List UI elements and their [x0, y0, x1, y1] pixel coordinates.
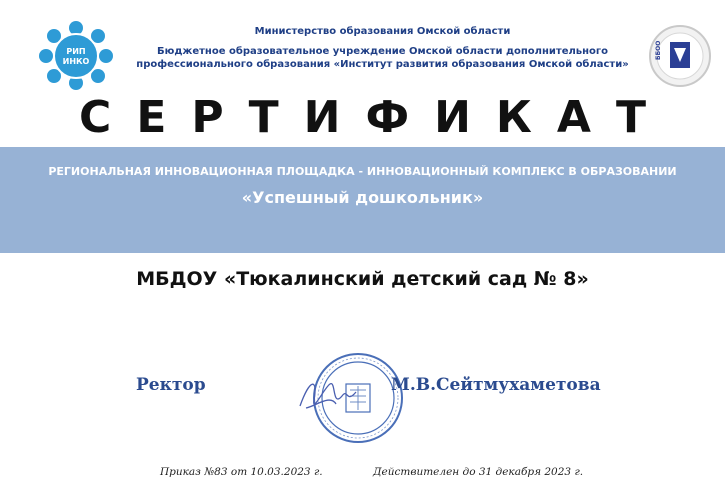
institute-emblem: [648, 24, 712, 88]
rip-inko-logo: [36, 20, 116, 90]
svg-text:ББОО: ББОО: [655, 40, 662, 60]
svg-text:ИНКО: ИНКО: [62, 57, 90, 66]
certificate-title: СЕРТИФИКАТ: [79, 92, 671, 143]
program-name: «Успешный дошкольник»: [241, 188, 484, 207]
svg-text:РИП: РИП: [66, 47, 86, 56]
official-stamp: [296, 348, 416, 448]
ministry-name: Министерство образования Омской области: [254, 26, 511, 37]
order-number: Приказ №83 от 10.03.2023 г.: [160, 466, 323, 478]
signatory-role: Ректор: [136, 375, 206, 395]
validity-date: Действителен до 31 декабря 2023 г.: [373, 466, 584, 478]
recipient-name: МБДОУ «Тюкалинский детский сад № 8»: [136, 268, 589, 290]
band-subtitle: РЕГИОНАЛЬНАЯ ИННОВАЦИОННАЯ ПЛОЩАДКА - ИННОВАЦИОННЫЙ КОМПЛЕКС В ОБРАЗОВАНИИ: [48, 165, 677, 178]
institution-name-line1: Бюджетное образовательное учреждение Омской области дополнительного: [156, 46, 609, 57]
signatory-name: М.В.Сейтмухаметова: [391, 375, 601, 395]
institution-name-line2: профессионального образования «Институт развития образования Омской области»: [136, 59, 629, 70]
